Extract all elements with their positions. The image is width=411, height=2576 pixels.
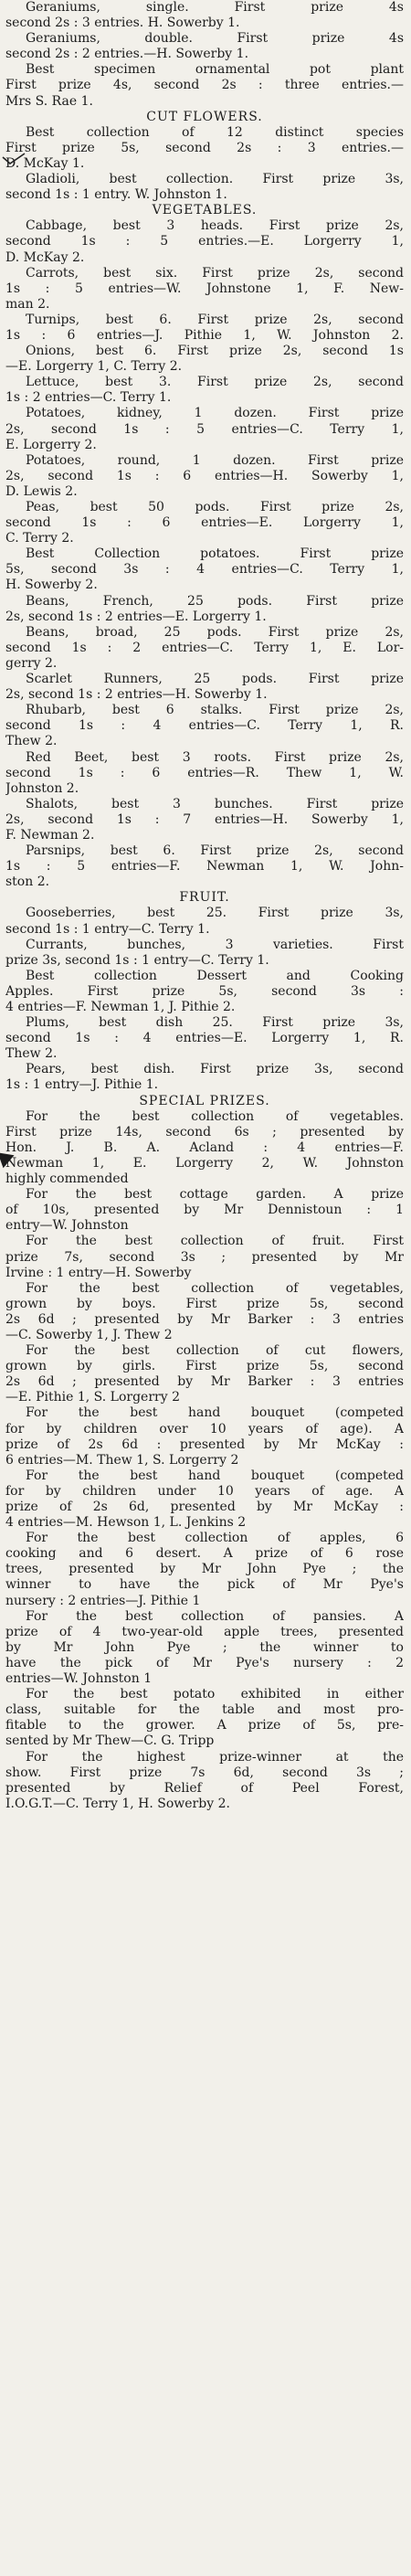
- text-line: 1s : 5 entries—F. Newman 1, W. John-: [5, 859, 404, 875]
- text-line: man 2.: [5, 296, 50, 312]
- text-line: Johnston 2.: [5, 780, 79, 796]
- prize-list: [5, 0, 404, 1812]
- text-line: C. Terry 2.: [5, 531, 74, 546]
- text-line: Pears, best dish. First prize 3s, second: [26, 1062, 404, 1077]
- text-line: grown by girls. First prize 5s, second: [5, 1359, 404, 1374]
- text-line: cooking and 6 desert. A prize of 6 rose: [5, 1546, 404, 1562]
- text-line: D. Lewis 2.: [5, 483, 78, 499]
- text-line: nursery : 2 entries—J. Pithie 1: [5, 1593, 201, 1608]
- text-line: For the highest prize-winner at the: [26, 1749, 404, 1765]
- section-heading: CUT FLOWERS.: [146, 109, 263, 124]
- text-line: Gladioli, best collection. First prize 3s,: [26, 172, 404, 187]
- text-line: have the pick of Mr Pye's nursery : 2: [5, 1655, 404, 1670]
- text-line: second 1s : 1 entry—C. Terry 1.: [5, 921, 210, 937]
- text-line: Best collection of 12 distinct species: [26, 124, 404, 140]
- text-line: Thew 2.: [5, 734, 58, 749]
- text-line: Rhubarb, best 6 stalks. First prize 2s,: [26, 703, 404, 718]
- text-line: For the best collection of apples, 6: [26, 1531, 404, 1546]
- text-line: For the best hand bouquet (competed: [26, 1405, 404, 1421]
- text-line: 2s, second 1s : 2 entries—E. Lorgerry 1.: [5, 609, 267, 624]
- text-line: entry—W. Johnston: [5, 1218, 129, 1234]
- text-line: prize of 2s 6d, presented by Mr McKay :: [5, 1500, 404, 1514]
- text-line: second 1s : 6 entries—R. Thew 1, W.: [5, 765, 404, 780]
- text-line: D. McKay 1.: [5, 155, 85, 171]
- text-line: Red Beet, best 3 roots. First prize 2s,: [26, 749, 404, 765]
- text-line: —E. Pithie 1, S. Lorgerry 2: [5, 1390, 180, 1405]
- text-line: 2s, second 1s : 7 entries—H. Sowerby 1,: [5, 811, 404, 827]
- text-line: For the best collection of vegetables.: [26, 1108, 404, 1124]
- text-line: F. Newman 2.: [5, 827, 95, 843]
- text-line: Geraniums, double. First prize 4s: [26, 31, 404, 47]
- text-line: For the best collection of fruit. First: [26, 1234, 404, 1249]
- text-line: 2s 6d ; presented by Mr Barker : 3 entries: [5, 1374, 404, 1390]
- text-line: Beans, broad, 25 pods. First prize 2s,: [26, 624, 404, 640]
- text-line: Geraniums, single. First prize 4s: [26, 0, 404, 15]
- text-line: Shalots, best 3 bunches. First prize: [26, 796, 404, 811]
- text-line: gerry 2.: [5, 655, 58, 671]
- text-line: for by children under 10 years of age. A: [5, 1483, 404, 1499]
- text-line: presented by Relief of Peel Forest,: [5, 1780, 404, 1796]
- text-line: prize 7s, second 3s ; presented by Mr: [5, 1249, 404, 1265]
- text-line: second 2s : 3 entries. H. Sowerby 1.: [5, 16, 240, 31]
- text-line: Onions, best 6. First prize 2s, second 1s: [26, 344, 404, 359]
- text-line: First prize 4s, second 2s : three entries.—: [5, 78, 404, 93]
- text-line: second 1s : 5 entries.—E. Lorgerry 1,: [5, 234, 404, 249]
- text-line: First prize 5s, second 2s : 3 entries.—: [5, 140, 404, 155]
- text-line: Potatoes, round, 1 dozen. First prize: [26, 452, 404, 468]
- text-line: highly commended: [5, 1171, 129, 1187]
- text-line: Newman 1, E. Lorgerry 2, W. Johnston: [5, 1155, 404, 1171]
- text-line: 6 entries—M. Thew 1, S. Lorgerry 2: [5, 1452, 239, 1468]
- text-line: 2s 6d ; presented by Mr Barker : 3 entries: [5, 1311, 404, 1327]
- text-line: E. Lorgerry 2.: [5, 437, 97, 452]
- text-line: Currants, bunches, 3 varieties. First: [26, 937, 404, 952]
- text-line: prize 3s, second 1s : 1 entry—C. Terry 1.: [5, 952, 269, 968]
- text-line: Mrs S. Rae 1.: [5, 93, 93, 109]
- text-line: Potatoes, kidney, 1 dozen. First prize: [26, 406, 404, 421]
- text-line: D. McKay 2.: [5, 249, 85, 265]
- text-line: —C. Sowerby 1, J. Thew 2: [5, 1327, 173, 1342]
- text-line: 1s : 2 entries—C. Terry 1.: [5, 390, 172, 406]
- text-line: 2s, second 1s : 2 entries—H. Sowerby 1.: [5, 687, 268, 703]
- text-line: For the best collection of vegetables,: [26, 1280, 404, 1296]
- text-line: Turnips, best 6. First prize 2s, second: [26, 312, 404, 327]
- text-line: by Mr John Pye ; the winner to: [5, 1639, 404, 1655]
- text-line: Plums, best dish 25. First prize 3s,: [26, 1015, 404, 1031]
- text-line: winner to have the pick of Mr Pye's: [5, 1577, 404, 1593]
- text-line: grown by boys. First prize 5s, second: [5, 1296, 404, 1311]
- text-line: sented by Mr Thew—C. G. Tripp: [5, 1733, 215, 1749]
- text-line: —E. Lorgerry 1, C. Terry 2.: [5, 359, 183, 375]
- text-line: ston 2.: [5, 875, 50, 890]
- text-line: Lettuce, best 3. First prize 2s, second: [26, 375, 404, 390]
- text-line: second 1s : 1 entry. W. Johnston 1.: [5, 187, 227, 203]
- text-line: class, suitable for the table and most pro-: [5, 1702, 404, 1718]
- text-line: second 1s : 6 entries—E. Lorgerry 1,: [5, 515, 404, 531]
- text-line: for by children over 10 years of age). A: [5, 1421, 404, 1436]
- text-line: Irvine : 1 entry—H. Sowerby: [5, 1265, 192, 1280]
- text-line: Cabbage, best 3 heads. First prize 2s,: [26, 218, 404, 234]
- text-line: second 1s : 4 entries—C. Terry 1, R.: [5, 718, 404, 734]
- text-line: Parsnips, best 6. First prize 2s, second: [26, 843, 404, 859]
- text-line: For the best collection of cut flowers,: [26, 1343, 404, 1359]
- text-line: 1s : 1 entry—J. Pithie 1.: [5, 1077, 159, 1093]
- text-line: For the best potato exhibited in either: [26, 1687, 404, 1702]
- text-line: 4 entries—M. Hewson 1, L. Jenkins 2: [5, 1515, 247, 1531]
- text-line: Best specimen ornamental pot plant: [26, 62, 404, 78]
- text-line: 5s, second 3s : 4 entries—C. Terry 1,: [5, 562, 404, 578]
- text-line: Hon. J. B. A. Acland : 4 entries—F.: [5, 1140, 404, 1155]
- pencil-check-mark: [2, 153, 26, 165]
- section-heading: FRUIT.: [179, 890, 230, 906]
- text-line: I.O.G.T.—C. Terry 1, H. Sowerby 2.: [5, 1796, 230, 1811]
- text-line: 1s : 5 entries—W. Johnstone 1, F. New-: [5, 281, 404, 296]
- text-line: Best collection Dessert and Cooking: [26, 968, 404, 983]
- text-line: 2s, second 1s : 5 entries—C. Terry 1,: [5, 421, 404, 437]
- text-line: Beans, French, 25 pods. First prize: [26, 593, 404, 609]
- text-line: Best Collection potatoes. First prize: [26, 546, 404, 562]
- text-line: of 10s, presented by Mr Dennistoun : 1: [5, 1203, 404, 1218]
- text-line: For the best cottage garden. A prize: [26, 1187, 404, 1203]
- text-line: second 2s : 2 entries.—H. Sowerby 1.: [5, 47, 249, 62]
- text-line: second 1s : 2 entries—C. Terry 1, E. Lor-: [5, 640, 404, 655]
- text-line: For the best collection of pansies. A: [26, 1608, 404, 1624]
- text-line: Gooseberries, best 25. First prize 3s,: [26, 906, 404, 921]
- text-line: Thew 2.: [5, 1046, 58, 1062]
- text-line: Carrots, best six. First prize 2s, second: [26, 265, 404, 281]
- text-line: Scarlet Runners, 25 pods. First prize: [26, 672, 404, 687]
- text-line: 4 entries—F. Newman 1, J. Pithie 2.: [5, 1000, 236, 1014]
- text-line: Peas, best 50 pods. First prize 2s,: [26, 500, 404, 514]
- text-line: fitable to the grower. A prize of 5s, pre-: [5, 1718, 404, 1733]
- text-line: prize of 4 two-year-old apple trees, presented: [5, 1624, 404, 1639]
- text-line: prize of 2s 6d : presented by Mr McKay :: [5, 1436, 404, 1452]
- section-heading: VEGETABLES.: [152, 203, 258, 218]
- text-line: For the best hand bouquet (competed: [26, 1468, 404, 1483]
- text-line: entries—W. Johnston 1: [5, 1671, 153, 1687]
- section-heading: SPECIAL PRIZES.: [139, 1093, 270, 1108]
- text-line: 1s : 6 entries—J. Pithie 1, W. Johnston 2.: [5, 327, 404, 343]
- text-line: second 1s : 4 entries—E. Lorgerry 1, R.: [5, 1031, 404, 1046]
- text-line: Apples. First prize 5s, second 3s :: [5, 983, 404, 999]
- text-line: 2s, second 1s : 6 entries—H. Sowerby 1,: [5, 468, 404, 483]
- text-line: trees, presented by Mr John Pye ; the: [5, 1562, 404, 1577]
- text-line: First prize 14s, second 6s ; presented by: [5, 1124, 404, 1140]
- text-line: H. Sowerby 2.: [5, 578, 98, 593]
- text-line: show. First prize 7s 6d, second 3s ;: [5, 1765, 404, 1780]
